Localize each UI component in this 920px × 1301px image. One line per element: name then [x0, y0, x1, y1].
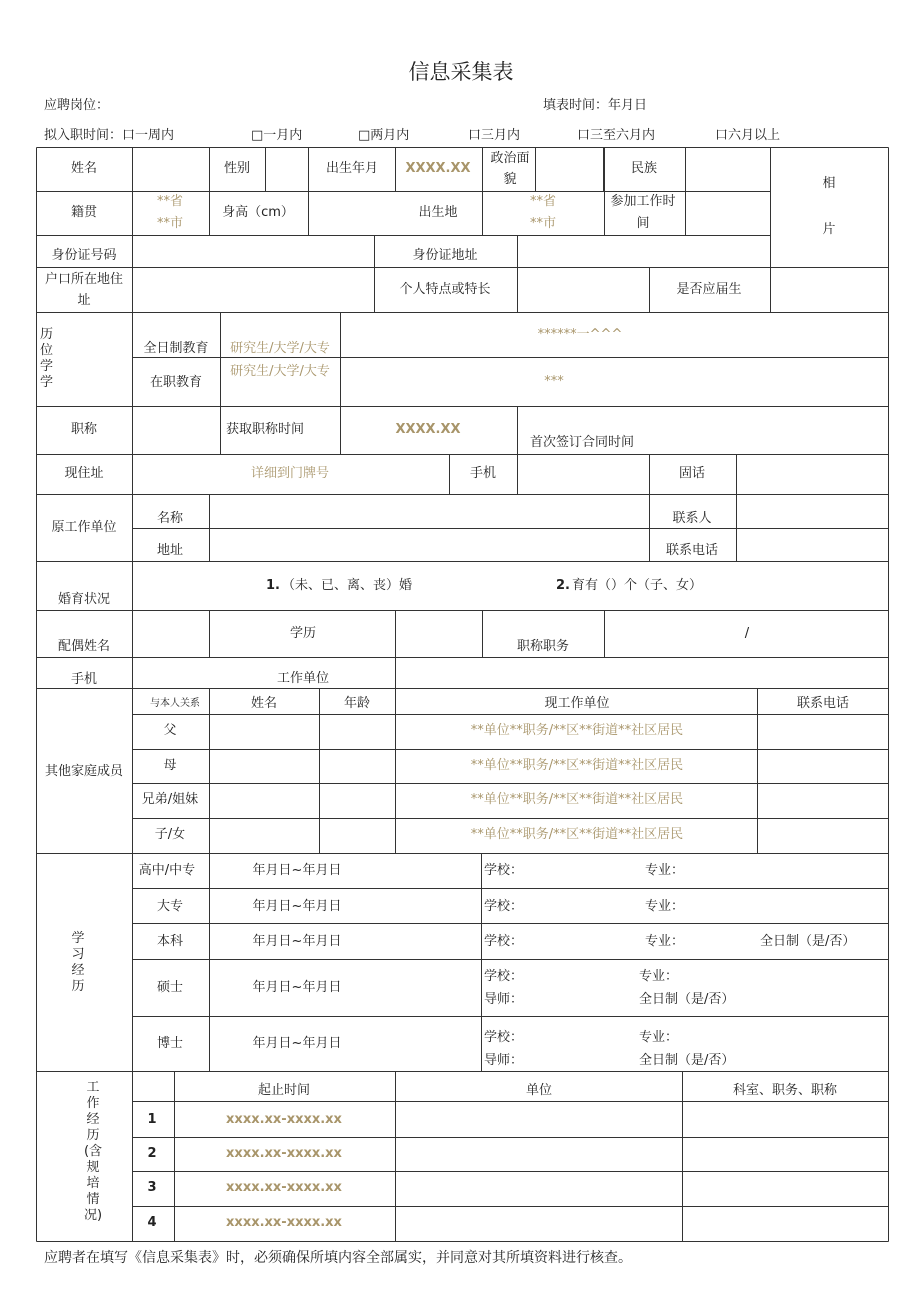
work-char-5: (含 — [83, 1144, 103, 1159]
political-label-a: 政治面 — [490, 151, 530, 166]
work-char-7: 培 — [86, 1176, 100, 1191]
study-level-3: 本科 — [156, 934, 184, 949]
photo-label-a: 相 — [822, 176, 836, 191]
family-work-hint-2: **单位**职务/**区**街道**社区居民 — [470, 758, 684, 773]
work-period-hint-3: xxxx.xx-xxxx.xx — [226, 1180, 342, 1195]
birthplace-province-hint: **省 — [529, 194, 557, 209]
work-char-6: 规 — [86, 1160, 100, 1175]
contact-label: 联系人 — [672, 511, 712, 526]
fulltime-edu-label: 全日制教育 — [143, 341, 209, 356]
spouse-work-label: 工作单位 — [276, 671, 330, 686]
family-relation-1: 父 — [163, 723, 177, 738]
title-rank-label: 职称 — [70, 422, 98, 437]
work-char-3: 经 — [86, 1112, 100, 1127]
work-start-label-a: 参加工作时 — [610, 194, 676, 209]
address-hint: 详细到门牌号 — [250, 466, 330, 481]
study-fulltime-4: 全日制（是/否） — [639, 992, 735, 1007]
gender-label: 性别 — [223, 161, 251, 176]
work-dept-header: 科室、职务、职称 — [732, 1083, 838, 1098]
study-major-3: 专业： — [645, 934, 685, 949]
contact-phone-label: 联系电话 — [665, 543, 719, 558]
study-level-1: 高中/中专 — [138, 863, 196, 878]
page-title: 信息采集表 — [408, 60, 514, 84]
mobile-label: 手机 — [469, 466, 497, 481]
study-dates-5: 年月日~年月日 — [252, 1036, 342, 1051]
height-label: 身高（cm） — [222, 205, 294, 220]
marital-num-1: 1. — [266, 578, 280, 593]
work-no-2: 2 — [147, 1146, 157, 1161]
degree-char-2: 位 — [40, 343, 54, 358]
study-school-1: 学校： — [484, 863, 524, 878]
work-char-4: 历 — [86, 1128, 100, 1143]
family-phone-header: 联系电话 — [796, 696, 850, 711]
ethnicity-label: 民族 — [630, 161, 658, 176]
study-fulltime-5: 全日制（是/否） — [639, 1053, 735, 1068]
degree-char-4: 学 — [40, 375, 54, 390]
study-dates-1: 年月日~年月日 — [252, 863, 342, 878]
fulltime-edu-options: 研究生/大学/大专 — [230, 341, 330, 356]
footer-note: 应聘者在填写《信息采集表》时，必须确保所填内容全部属实，并同意对其所填资料进行核查。 — [44, 1250, 632, 1266]
entry-option-2[interactable]: □一月内 — [251, 128, 303, 143]
birth-label: 出生年月 — [325, 161, 379, 176]
prev-employer-label: 原工作单位 — [51, 520, 117, 535]
work-no-1: 1 — [147, 1112, 157, 1127]
family-work-hint-4: **单位**职务/**区**街道**社区居民 — [470, 827, 684, 842]
spouse-mobile-label: 手机 — [70, 672, 98, 687]
work-no-3: 3 — [147, 1180, 157, 1195]
work-char-9: 况) — [83, 1208, 103, 1223]
hukou-label-b: 址 — [77, 293, 91, 308]
study-char-1: 学 — [71, 931, 85, 946]
study-major-5: 专业： — [639, 1030, 679, 1045]
family-work-hint-3: **单位**职务/**区**街道**社区居民 — [470, 792, 684, 807]
study-major-1: 专业： — [645, 863, 685, 878]
work-period-hint-1: xxxx.xx-xxxx.xx — [226, 1112, 342, 1127]
political-label-b: 貌 — [503, 172, 517, 187]
work-char-2: 作 — [86, 1096, 100, 1111]
study-major-4: 专业： — [639, 969, 679, 984]
prev-address-label: 地址 — [156, 543, 184, 558]
study-char-3: 经 — [71, 963, 85, 978]
study-advisor-4: 导师： — [484, 992, 524, 1007]
position-label: 应聘岗位： — [44, 98, 110, 113]
work-no-4: 4 — [147, 1215, 157, 1230]
fulltime-edu-hint: ******一^^^ — [537, 327, 623, 342]
family-relation-4: 子/女 — [154, 827, 186, 842]
address-label: 现住址 — [64, 466, 104, 481]
study-level-5: 博士 — [156, 1036, 184, 1051]
entry-option-4[interactable]: 口三月内 — [468, 128, 521, 143]
parttime-edu-options: 研究生/大学/大专 — [230, 364, 330, 379]
work-period-hint-2: xxxx.xx-xxxx.xx — [226, 1146, 342, 1161]
family-work-header: 现工作单位 — [544, 696, 610, 711]
id-number-label: 身份证号码 — [51, 248, 117, 263]
study-school-5: 学校： — [484, 1030, 524, 1045]
birthplace-label: 出生地 — [418, 205, 458, 220]
traits-label: 个人特点或特长 — [399, 282, 491, 297]
degree-char-1: 历 — [40, 327, 54, 342]
birth-hint: XXXX.XX — [405, 161, 471, 176]
study-major-2: 专业： — [645, 899, 685, 914]
entry-option-1[interactable]: 口一周内 — [122, 128, 175, 143]
birthplace-city-hint: **市 — [529, 216, 557, 231]
marital-label: 婚育状况 — [57, 592, 111, 607]
contract-time-label: 首次签订合同时间 — [529, 435, 635, 450]
study-fulltime-3: 全日制（是/否） — [760, 934, 856, 949]
native-label: 籍贯 — [70, 205, 98, 220]
entry-time-label: 拟入职时间： — [44, 128, 123, 143]
spouse-name-label: 配偶姓名 — [57, 639, 111, 654]
study-school-2: 学校： — [484, 899, 524, 914]
spouse-slash: / — [744, 626, 750, 641]
work-char-8: 情 — [86, 1192, 100, 1207]
family-age-header: 年龄 — [343, 696, 371, 711]
parttime-edu-hint: *** — [544, 374, 564, 389]
entry-option-3[interactable]: □两月内 — [358, 128, 410, 143]
marital-option-1: （未、已、离、丧）婚 — [282, 578, 413, 593]
entry-option-5[interactable]: 口三至六月内 — [577, 128, 656, 143]
study-dates-3: 年月日~年月日 — [252, 934, 342, 949]
prev-name-label: 名称 — [156, 511, 184, 526]
spouse-edu-label: 学历 — [289, 626, 317, 641]
title-time-hint: XXXX.XX — [395, 422, 461, 437]
family-label: 其他家庭成员 — [44, 764, 124, 779]
family-relation-3: 兄弟/姐妹 — [141, 792, 199, 807]
study-level-4: 硕士 — [156, 980, 184, 995]
degree-char-3: 学 — [40, 359, 54, 374]
fresh-grad-label: 是否应届生 — [676, 282, 742, 297]
marital-option-2: 育有（）个（子、女） — [572, 578, 703, 593]
study-school-3: 学校： — [484, 934, 524, 949]
marital-num-2: 2. — [556, 578, 570, 593]
family-work-hint-1: **单位**职务/**区**街道**社区居民 — [470, 723, 684, 738]
relation-header: 与本人关系 — [150, 698, 200, 709]
study-char-2: 习 — [71, 947, 85, 962]
native-city-hint: **市 — [156, 216, 184, 231]
entry-option-6[interactable]: 口六月以上 — [715, 128, 781, 143]
work-char-1: 工 — [86, 1080, 100, 1095]
fill-date-label: 填表时间：年月日 — [543, 98, 648, 113]
family-name-header: 姓名 — [250, 696, 278, 711]
photo-label-b: 片 — [822, 222, 836, 237]
family-relation-2: 母 — [163, 758, 177, 773]
spouse-title-label: 职称职务 — [516, 639, 570, 654]
work-period-header: 起止时间 — [257, 1083, 311, 1098]
id-address-label: 身份证地址 — [412, 248, 478, 263]
study-dates-4: 年月日~年月日 — [252, 980, 342, 995]
study-school-4: 学校： — [484, 969, 524, 984]
study-char-4: 历 — [71, 979, 85, 994]
study-dates-2: 年月日~年月日 — [252, 899, 342, 914]
study-advisor-5: 导师： — [484, 1053, 524, 1068]
name-label: 姓名 — [70, 161, 98, 176]
study-level-2: 大专 — [156, 899, 184, 914]
work-period-hint-4: xxxx.xx-xxxx.xx — [226, 1215, 342, 1230]
title-time-label: 获取职称时间 — [225, 422, 305, 437]
landline-label: 固话 — [678, 466, 706, 481]
hukou-label-a: 户口所在地住 — [44, 272, 124, 287]
work-start-label-b: 间 — [636, 216, 650, 231]
work-unit-header: 单位 — [525, 1083, 553, 1098]
native-province-hint: **省 — [156, 194, 184, 209]
parttime-edu-label: 在职教育 — [149, 375, 203, 390]
